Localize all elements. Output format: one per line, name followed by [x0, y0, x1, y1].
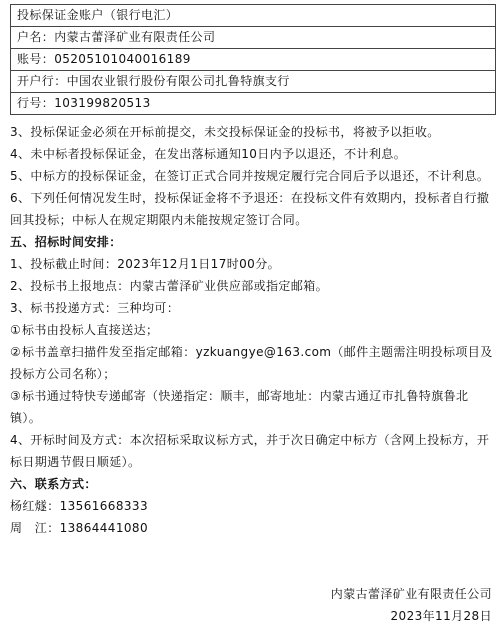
schedule-deadline: 1、投标截止时间：2023年12月1日17时00分。	[10, 257, 281, 271]
account-name: 户名：内蒙古蕾泽矿业有限责任公司	[11, 27, 495, 49]
account-bank: 开户行：中国农业银行股份有限公司扎鲁特旗支行	[11, 71, 495, 93]
section-schedule-heading: 五、招标时间安排：	[10, 235, 122, 249]
clause-3: 3、投标保证金必须在开标前提交，未交投标保证金的投标书，将被予以拒收。	[10, 125, 440, 139]
clause-6: 6、下列任何情况发生时，投标保证金将不予退还：在投标文件有效期内，投标者自行撤回其投标；中标人在规定期限内未能按规定签订合同。	[10, 191, 490, 227]
schedule-opening: 4、开标时间及方式：本次招标采取议标方式，并于次日确定中标方（含网上投标方，开标日期遇节假日顺延）。	[10, 433, 490, 469]
delivery-method-3-text: 标书通过特快专递邮寄（快递指定：顺丰，邮寄地址：内蒙古通辽市扎鲁特旗鲁北镇）。	[10, 389, 469, 425]
clause-4: 4、未中标者投标保证金，在发出落标通知10日内予以退还，不计利息。	[10, 147, 407, 161]
signature-block	[331, 583, 492, 627]
contact-yang: 杨红燧：13561668333	[10, 499, 148, 513]
contact-zhou: 周 江：13864441080	[10, 521, 148, 535]
circled-number-3: ③	[10, 389, 22, 403]
delivery-method-1-text: 标书由投标人直接送达；	[22, 323, 159, 337]
delivery-method-3	[10, 385, 494, 429]
delivery-method-2	[10, 341, 494, 385]
account-table-title: 投标保证金账户（银行电汇）	[11, 5, 495, 27]
schedule-location: 2、投标书上报地点：内蒙古蕾泽矿业供应部或指定邮箱。	[10, 279, 329, 293]
account-bank-code: 行号：103199820513	[17, 96, 151, 110]
circled-number-1: ①	[10, 323, 22, 337]
footer-date: 2023年11月28日	[390, 609, 492, 623]
document-body	[10, 121, 494, 539]
delivery-method-1	[10, 319, 494, 341]
section-contact-heading: 六、联系方式：	[10, 477, 97, 491]
clause-5: 5、中标方的投标保证金，在签订正式合同并按规定履行完合同后予以退还，不计利息。	[10, 169, 490, 183]
account-number: 账号：05205101040016189	[11, 49, 495, 71]
delivery-method-2-text: 标书盖章扫描件发至指定邮箱：yzkuangye@163.com（邮件主题需注明投标项目及投标方公司名称）；	[10, 345, 493, 381]
schedule-delivery-methods: 3、标书投递方式：三种均可：	[10, 301, 180, 315]
account-table	[10, 4, 496, 115]
circled-number-2: ②	[10, 345, 22, 359]
footer-company: 内蒙古蕾泽矿业有限责任公司	[330, 587, 492, 601]
